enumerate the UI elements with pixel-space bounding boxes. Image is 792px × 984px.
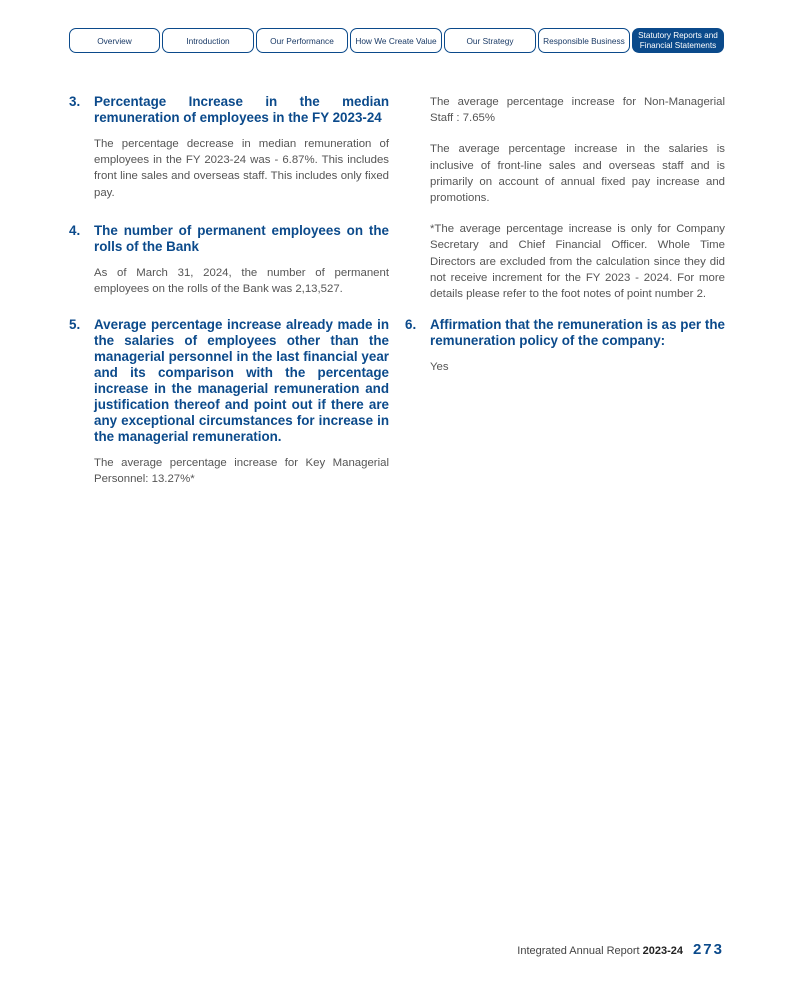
tab-overview[interactable] [69, 28, 160, 53]
tab-label: How We Create Value [355, 35, 437, 46]
section-nav [69, 28, 724, 53]
tab-label: Our Performance [270, 35, 334, 46]
section-text: The average percentage increase for Key Managerial Personnel: 13.27%* [94, 457, 389, 486]
section-3 [69, 94, 389, 201]
report-title: Integrated Annual Report [517, 945, 640, 957]
section-heading: The number of permanent employees on the rolls of the Bank [94, 222, 389, 254]
tab-label-line1: Statutory Reports and [638, 30, 718, 40]
section-5 [69, 317, 389, 487]
section-number: 4. [69, 222, 81, 238]
tab-label: Overview [97, 35, 132, 46]
tab-label: Introduction [186, 35, 230, 46]
section-heading-line2: remuneration of employees in the FY 2023-24 [94, 110, 382, 125]
section-4 [69, 223, 389, 297]
page-number: 273 [692, 941, 724, 958]
tab-statutory-reports[interactable] [632, 28, 724, 53]
report-year: 2023-24 [642, 945, 683, 957]
section-number: 3. [69, 94, 81, 109]
section-6 [405, 317, 725, 375]
paragraph-inclusive: The average percentage increase in the salaries is inclusive of front-line sales and overseas staff and is primarily on account of annual fixed pay increase and promotions. [430, 143, 725, 205]
tab-label: Our Strategy [466, 35, 514, 46]
section-text: Yes [430, 361, 449, 374]
tab-our-strategy[interactable] [444, 28, 536, 53]
paragraph-non-managerial: The average percentage increase for Non-Managerial Staff : 7.65% [430, 96, 725, 125]
section-heading: Average percentage increase already made in the salaries of employees other than the managerial personnel in the last financial year and its comparison with the percentage increase in the managerial remuneration and justification thereof and point out if there are any exceptional circumstances for increase in the managerial remuneration. [94, 317, 389, 445]
section-text: As of March 31, 2024, the number of permanent employees on the rolls of the Bank was 2,13,527. [94, 266, 389, 296]
tab-label [638, 31, 718, 51]
paragraph-footnote: *The average percentage increase is only for Company Secretary and Chief Financial Officer. Whole Time Directors are excluded from the calculation since they did not receive increment for the FY 2023 - 2024. For more details please refer to the foot notes of point number 2. [430, 223, 725, 301]
tab-introduction[interactable] [162, 28, 254, 53]
left-column [69, 94, 389, 488]
section-number: 5. [69, 317, 81, 333]
tab-our-performance[interactable] [256, 28, 348, 53]
section-heading-line1: Percentage Increase in the median [94, 94, 389, 109]
tab-label: Responsible Business [543, 35, 625, 46]
section-text: The percentage decrease in median remuneration of employees in the FY 2023-24 was - 6.87%. This includes front line sales and overseas staff. This includes only fixed pay. [94, 138, 389, 199]
tab-responsible-business[interactable] [538, 28, 630, 53]
section-number: 6. [405, 317, 417, 333]
right-column [405, 94, 725, 375]
tab-label-line2: Financial Statements [639, 40, 717, 50]
tab-how-we-create-value[interactable] [350, 28, 442, 53]
section-heading: Affirmation that the remuneration is as per the remuneration policy of the company: [430, 317, 725, 349]
page-footer [517, 941, 724, 958]
